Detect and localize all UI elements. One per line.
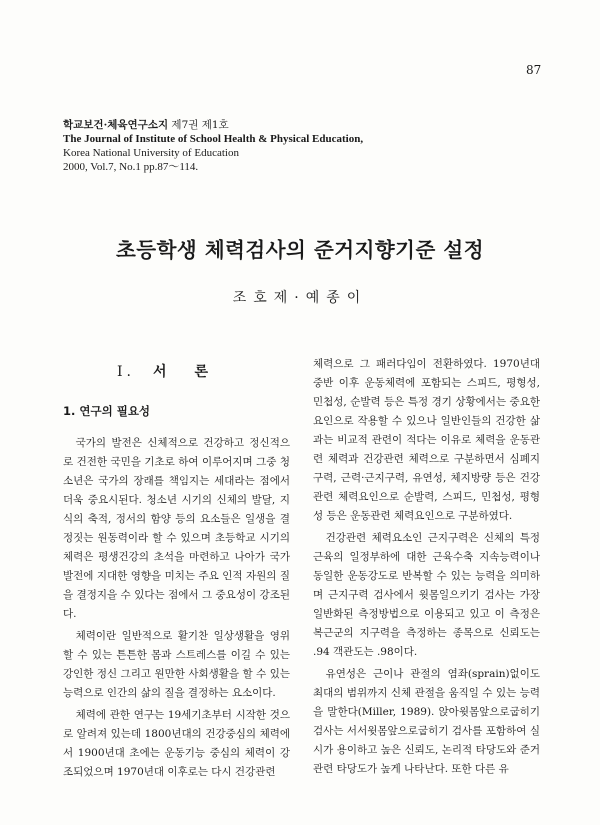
- body-paragraph: 체력이란 일반적으로 활기찬 일상생활을 영위할 수 있는 튼튼한 몸과 스트레스를 이길 수 있는 강인한 정신 그리고 원만한 사회생활을 할 수 있는 능력으로 인간의 삶의 질을 결정하는 요소이다.: [63, 630, 290, 699]
- section-title: 서론: [152, 364, 237, 380]
- journal-korean-volume: 제7권 제1호: [168, 119, 229, 131]
- journal-info: [63, 118, 363, 174]
- body-paragraph: 국가의 발전은 신체적으로 건강하고 정신적으로 건전한 국민을 기초로 하여 이루어지며 그중 청소년은 국가의 장래를 책임지는 세대라는 점에서 더욱 중요시된다. 청소년 시기의 신체의 발달, 지식의 축적, 정서의 함양 등의 요소들은 일생을 결정짓는 원동력이라 할 수 있으며 초등학교 시기의 체력은 평생건강의 초석을 마련하고 나아가 국가 발전에 지대한 영향을 미치는 주요 인적 자원의 질을 결정지을 수 있다는 점에서 그 중요성이 강조된다.: [63, 437, 290, 620]
- right-column: [313, 355, 540, 779]
- journal-university: Korea National University of Education: [63, 147, 239, 159]
- body-paragraph: 체력으로 그 패러다임이 전환하였다. 1970년대 중반 이후 운동체력에 포함되는 스피드, 평형성, 민첩성, 순발력 등은 특정 경기 상황에서는 중요한 요인으로 작용할 수 있으나 일반인들의 건강한 삶과는 비교적 관련이 적다는 이유로 체력을 운동관련 체력과 건강관련 체력으로 구분하면서 심폐지구력, 근력·근지구력, 유연성, 체지방량 등은 건강관련 체력요인으로 순발력, 스피드, 민첩성, 평형성 등은 운동관련 체력요인으로 구분하였다.: [313, 358, 540, 522]
- section-heading: [63, 360, 290, 384]
- body-paragraph: 체력에 관한 연구는 19세기초부터 시작한 것으로 알려져 있는데 1800년대의 건강중심의 체력에서 1900년대 초에는 운동기능 중심의 체력이 강조되었으며 1970년대 이후로는 다시 건강관련: [63, 709, 290, 778]
- paper-title: 초등학생 체력검사의 준거지향기준 설정: [115, 238, 485, 262]
- journal-korean-title: 학교보건·체육연구소지: [63, 119, 169, 131]
- journal-korean-name: [63, 118, 363, 132]
- subsection-heading: 1. 연구의 필요성: [63, 404, 151, 418]
- body-paragraph: 건강관련 체력요소인 근지구력은 신체의 특정 근육의 일정부하에 대한 근육수축 지속능력이나 동일한 운동강도로 반복할 수 있는 능력을 의미하며 근지구력 검사에서 윗몸일으키기 검사는 가장 일반화된 측정방법으로 이용되고 있고 이 측정은 복근군의 지구력을 측정하는 종목으로 신뢰도는 .94 객관도는 .98이다.: [313, 532, 540, 658]
- body-paragraph: 유연성은 근이나 관절의 염좌(sprain)없이도 최대의 범위까지 신체 관절을 움직일 수 있는 능력을 말한다(Miller, 1989). 앉아윗몸앞으로굽히기 검사는 서서윗몸앞으로굽히기 검사를 포함하여 실시가 용이하고 높은 신뢰도, 논리적 타당도와 준거관련 타당도가 높게 나타난다. 또한 다른 유: [313, 668, 540, 775]
- left-column: [63, 360, 290, 782]
- authors: 조호제·예종이: [232, 290, 368, 306]
- page-number: 87: [526, 63, 542, 77]
- journal-citation: 2000, Vol.7, No.1 pp.87～114.: [63, 161, 199, 173]
- journal-english-name: The Journal of Institute of School Health & Physical Education,: [63, 133, 364, 145]
- section-number: Ⅰ.: [116, 364, 135, 380]
